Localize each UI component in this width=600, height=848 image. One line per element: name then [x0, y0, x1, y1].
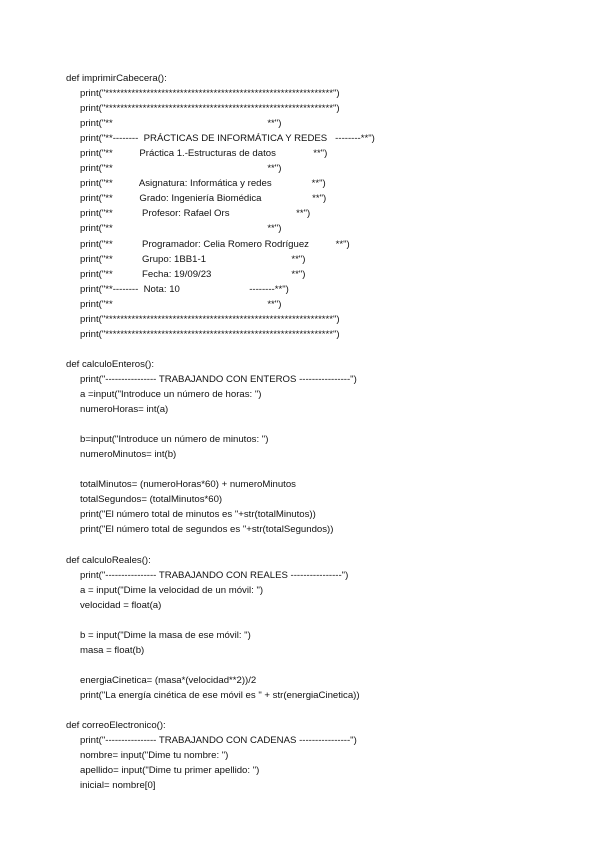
code-line: print("** **"): [80, 298, 282, 310]
code-line: print("---------------- TRABAJANDO CON CADENAS ----------------"): [80, 735, 357, 747]
code-line: b = input("Dime la masa de ese móvil: "): [80, 629, 251, 641]
code-line: print("** Grado: Ingeniería Biomédica **"): [80, 193, 327, 205]
def-correo-electronico: def correoElectronico():: [66, 720, 166, 732]
code-line: print("** Grupo: 1BB1-1 **"): [80, 253, 306, 265]
code-line: inicial= nombre[0]: [80, 780, 156, 792]
code-line: print("** Profesor: Rafael Ors **"): [80, 208, 311, 220]
code-line: print("---------------- TRABAJANDO CON REALES ----------------"): [80, 569, 349, 581]
blank-line: [66, 417, 375, 432]
code-line: print("** Fecha: 19/09/23 **"): [80, 268, 306, 280]
code-line: print("*************************************************************"): [80, 328, 340, 340]
code-line: totalMinutos= (numeroHoras*60) + numeroMinutos: [80, 479, 296, 491]
code-line: numeroHoras= int(a): [80, 404, 169, 416]
code-line: a =input("Introduce un número de horas: "): [80, 388, 262, 400]
code-line: velocidad = float(a): [80, 599, 162, 611]
code-line: print("El número total de segundos es "+str(totalSegundos)): [80, 524, 334, 536]
blank-line: [66, 658, 375, 673]
def-calculo-reales: def calculoReales():: [66, 554, 151, 566]
code-line: energiaCinetica= (masa*(velocidad**2))/2: [80, 674, 257, 686]
code-line: a = input("Dime la velocidad de un móvil: "): [80, 584, 264, 596]
code-line: print("** **"): [80, 163, 282, 175]
code-line: print("El número total de minutos es "+str(totalMinutos)): [80, 509, 316, 521]
code-line: print("**-------- PRÁCTICAS DE INFORMÁTICA Y REDES --------**"): [80, 133, 375, 145]
code-line: print("** **"): [80, 223, 282, 235]
code-line: nombre= input("Dime tu nombre: "): [80, 750, 229, 762]
code-line: print("** Práctica 1.-Estructuras de datos **"): [80, 148, 328, 160]
blank-line: [66, 703, 375, 718]
blank-line: [66, 342, 375, 357]
blank-line: [66, 462, 375, 477]
code-line: print("** Asignatura: Informática y redes **"): [80, 178, 326, 190]
code-line: masa = float(b): [80, 644, 145, 656]
code-line: b=input("Introduce un número de minutos: "): [80, 434, 269, 446]
blank-line: [66, 613, 375, 628]
code-line: totalSegundos= (totalMinutos*60): [80, 494, 223, 506]
def-imprimir-cabecera: def imprimirCabecera():: [66, 73, 167, 84]
code-line: numeroMinutos= int(b): [80, 449, 177, 461]
code-line: print("** Programador: Celia Romero Rodríguez **"): [80, 238, 350, 250]
code-line: print("La energía cinética de ese móvil es " + str(energiaCinetica)): [80, 689, 360, 701]
code-listing: [66, 71, 375, 793]
code-line: print("*************************************************************"): [80, 313, 340, 325]
code-line: print("**-------- Nota: 10 --------**"): [80, 283, 289, 295]
code-line: print("*************************************************************"): [80, 103, 340, 115]
code-line: print("** **"): [80, 118, 282, 130]
code-line: apellido= input("Dime tu primer apellido: "): [80, 765, 260, 777]
def-calculo-enteros: def calculoEnteros():: [66, 358, 154, 370]
blank-line: [66, 537, 375, 552]
code-line: print("*************************************************************"): [80, 88, 340, 100]
code-line: print("---------------- TRABAJANDO CON ENTEROS ----------------"): [80, 373, 357, 385]
